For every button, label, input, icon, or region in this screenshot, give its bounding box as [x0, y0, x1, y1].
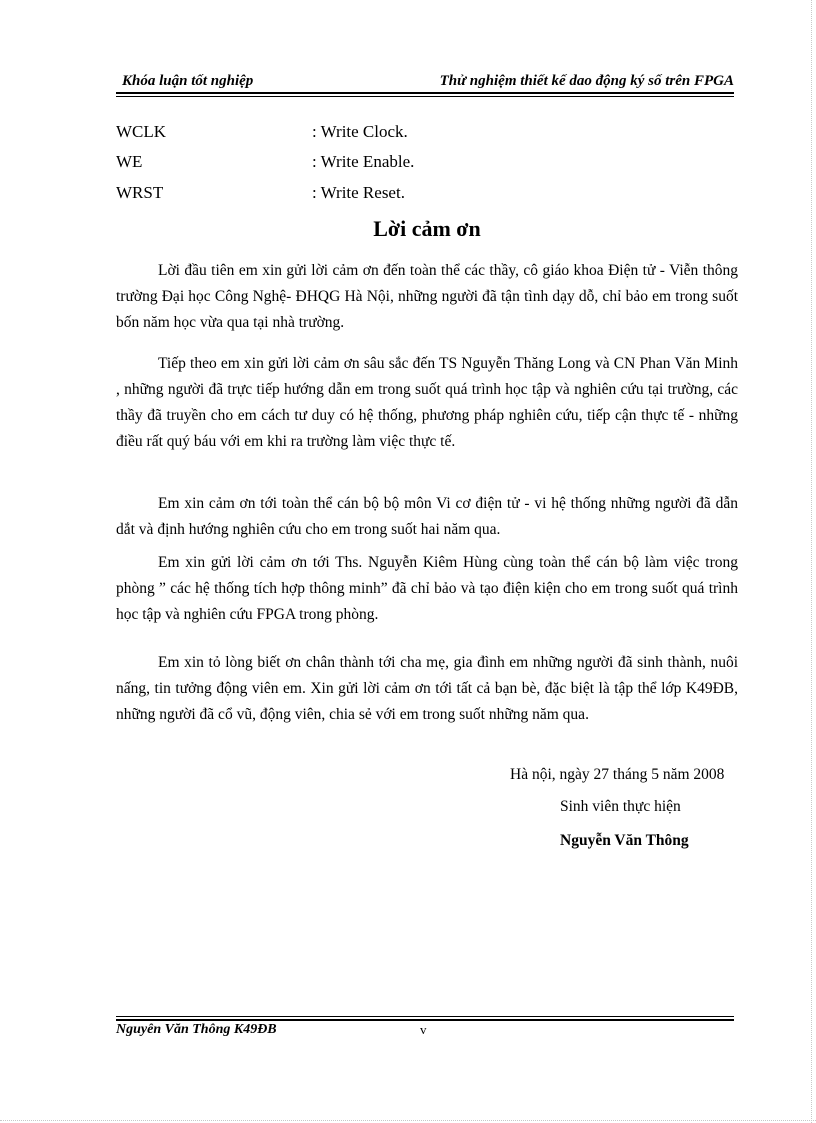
page-edge-right	[811, 0, 812, 1123]
abbreviation-term: WRST	[116, 183, 164, 202]
paragraph: Em xin tỏ lòng biết ơn chân thành tới cha mẹ, gia đình em những người đã sinh thành, nuôi nấng, tin tưởng động viên em. Xin gửi lời cảm ơn tới tất cả bạn bè, đặc biệt là tập thể lớp K49ĐB, những người đã cổ vũ, động viên, chia sẻ với em trong suốt những năm qua.	[116, 654, 738, 723]
header-rule-thin	[116, 96, 734, 97]
paragraph: Em xin gửi lời cảm ơn tới Ths. Nguyễn Kiêm Hùng cùng toàn thể cán bộ làm việc trong phòng ” các hệ thống tích hợp thông minh” đã chỉ bảo và tạo điện kiện cho em trong suốt quá trình học tập và nghiên cứu FPGA trong phòng.	[116, 554, 738, 623]
footer-rule-thin	[116, 1016, 734, 1017]
abbreviation-term: WE	[116, 152, 143, 171]
footer-rule-thick	[116, 1019, 734, 1021]
signature-role: Sinh viên thực hiện	[560, 798, 681, 815]
paragraph: Lời đầu tiên em xin gửi lời cảm ơn đến toàn thể các thầy, cô giáo khoa Điện tử - Viễn thông trường Đại học Công Nghệ- ĐHQG Hà Nội, những người đã tận tình dạy dỗ, chỉ bảo em trong suốt bốn năm học vừa qua tại nhà trường.	[116, 262, 738, 331]
header-thesis-label: Khóa luận tốt nghiệp	[122, 73, 254, 89]
paragraph: Tiếp theo em xin gửi lời cảm ơn sâu sắc đến TS Nguyễn Thăng Long và CN Phan Văn Minh , những người đã trực tiếp hướng dẫn em trong suốt quá trình học tập và nghiên cứu tại trường, các thầy đã truyền cho em cách tư duy có hệ thống, phương pháp nghiên cứu, tiếp cận thực tế - những điều rất quý báu với em khi ra trường làm việc thực tế.	[116, 355, 738, 450]
page-edge-bottom	[0, 1120, 816, 1121]
abbreviation-term: WCLK	[116, 122, 167, 141]
signature-date: Hà nội, ngày 27 tháng 5 năm 2008	[510, 766, 725, 783]
header-thesis-title: Thử nghiệm thiết kế dao động ký số trên FPGA	[439, 73, 734, 89]
footer-author: Nguyên Văn Thông K49ĐB	[116, 1022, 277, 1037]
paragraph: Em xin cảm ơn tới toàn thể cán bộ bộ môn Vi cơ điện tử - vi hệ thống những người đã dẫn dắt và định hướng nghiên cứu cho em trong suốt hai năm qua.	[116, 495, 738, 538]
abbreviation-desc: : Write Reset.	[312, 183, 405, 202]
page-number: v	[420, 1022, 427, 1037]
abbreviation-desc: : Write Clock.	[312, 122, 408, 141]
header-rule-thick	[116, 92, 734, 94]
section-title: Lời cảm ơn	[373, 216, 481, 241]
abbreviation-desc: : Write Enable.	[312, 152, 415, 171]
signature-name: Nguyễn Văn Thông	[560, 832, 689, 849]
